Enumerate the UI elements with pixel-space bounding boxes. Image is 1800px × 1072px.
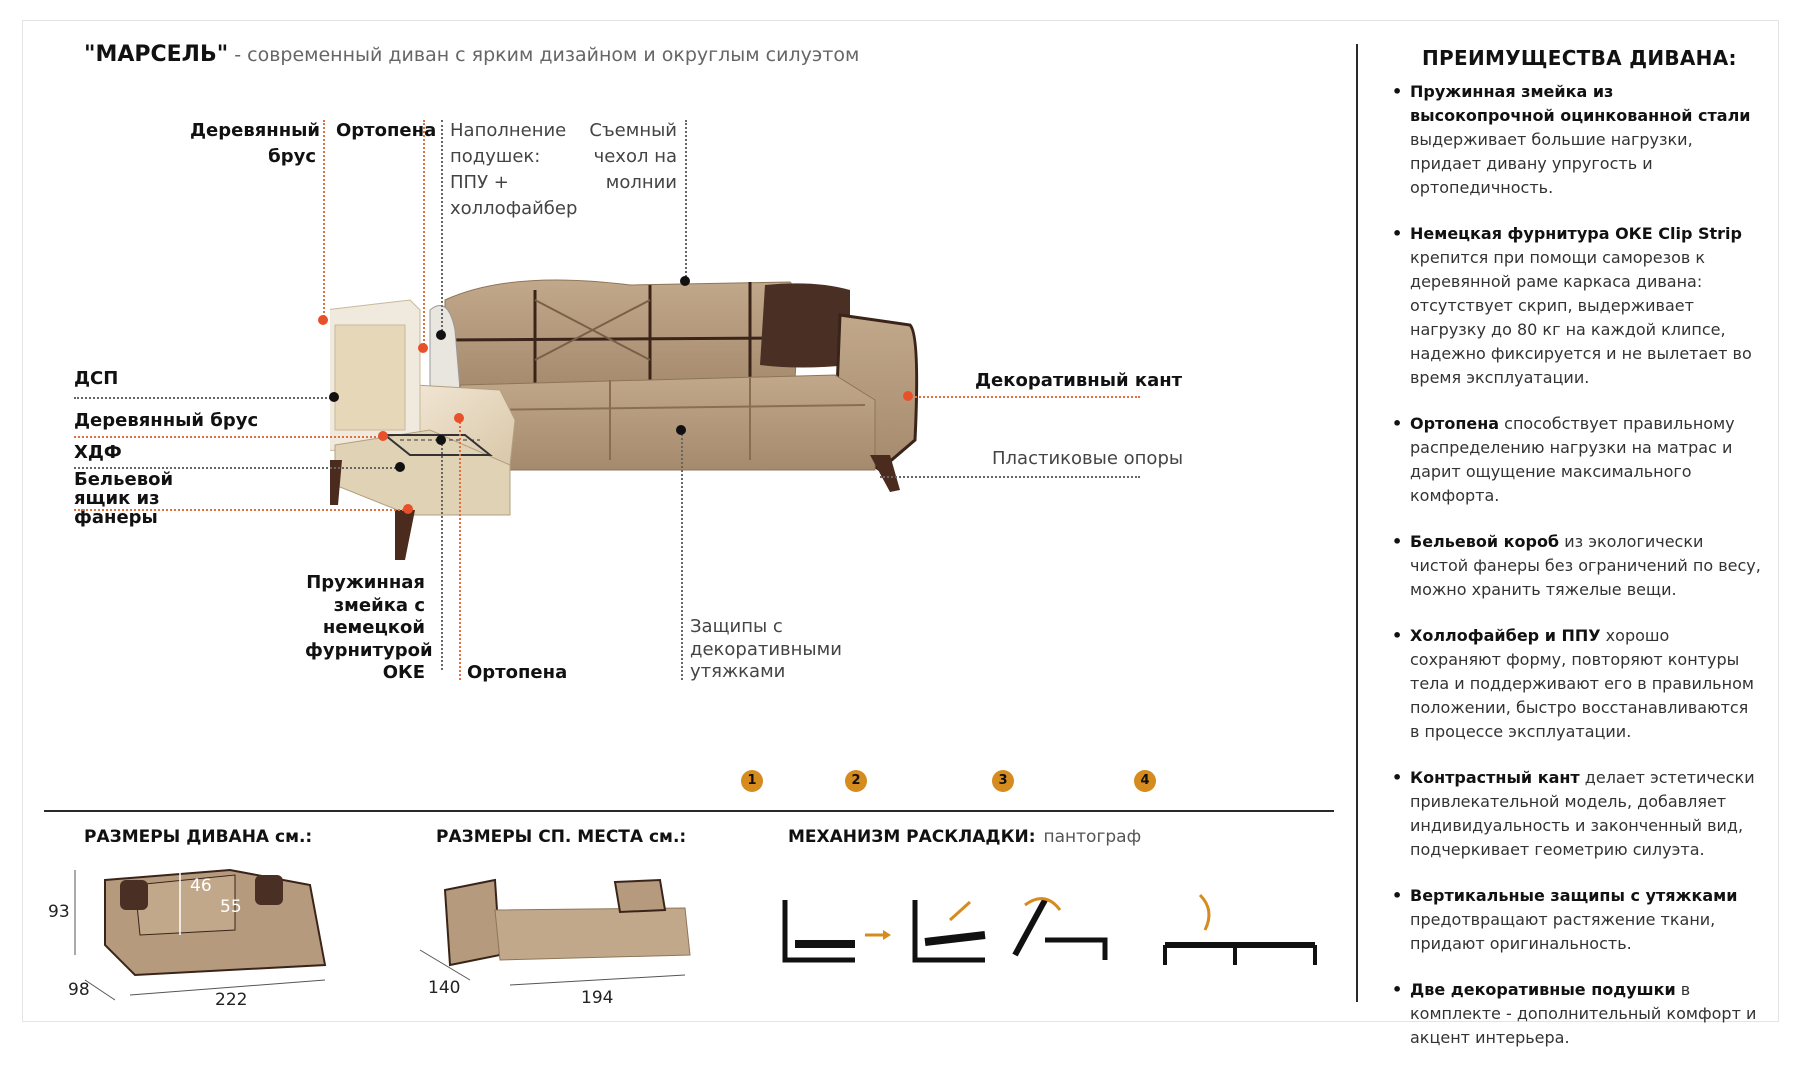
page-title: "МАРСЕЛЬ" - современный диван с ярким дизайном и округлым силуэтом bbox=[84, 42, 860, 67]
callout-spring-snake: Пружинная змейка с немецкой фурнитурой ОКЕ bbox=[305, 572, 433, 683]
callout-dsp: ДСП bbox=[74, 368, 119, 389]
marker-dot bbox=[903, 391, 913, 401]
marker-dot bbox=[436, 435, 446, 445]
seat-height-value: 46 bbox=[190, 876, 212, 896]
callout-hdf: ХДФ bbox=[74, 442, 122, 463]
advantage-item: • Немецкая фурнитура ОКЕ Clip Strip крепится при помощи саморезов к деревянной раме каркаса дивана: отсутствует скрип, выдерживает нагрузку до 80 кг на каждой клипсе, надежно фиксируется и не вылетает во время эксплуатации. bbox=[1392, 222, 1762, 390]
bed-length-value: 194 bbox=[581, 988, 614, 1008]
leader-line bbox=[74, 509, 408, 511]
callout-removable-cover: Съемный чехол на молнии bbox=[589, 120, 677, 193]
step-badge-4: 4 bbox=[1134, 770, 1156, 792]
step-3-diagram bbox=[1015, 899, 1105, 960]
step-2-diagram bbox=[915, 900, 985, 960]
horizontal-divider bbox=[44, 810, 1334, 812]
marker-dot bbox=[436, 330, 446, 340]
marker-dot bbox=[680, 276, 690, 286]
sofa-height-value: 93 bbox=[48, 902, 70, 922]
marker-dot bbox=[395, 462, 405, 472]
advantage-item: • Пружинная змейка из высокопрочной оцинкованной стали выдерживает большие нагрузки, придает дивану упругость и ортопедичность. bbox=[1392, 80, 1762, 200]
marker-dot bbox=[378, 431, 388, 441]
sofa-dimensions-title: РАЗМЕРЫ ДИВАНА см.: bbox=[84, 827, 313, 847]
step-badge-2: 2 bbox=[845, 770, 867, 792]
leader-line bbox=[908, 396, 1140, 398]
callout-wooden-beam-side: Деревянный брус bbox=[74, 410, 259, 431]
leader-line bbox=[74, 436, 384, 438]
leader-line bbox=[681, 430, 683, 680]
leader-line bbox=[323, 120, 325, 320]
marker-dot bbox=[318, 315, 328, 325]
seat-depth-value: 55 bbox=[220, 897, 242, 917]
advantages-title: ПРЕИМУЩЕСТВА ДИВАНА: bbox=[1422, 46, 1737, 70]
mechanism-steps-diagram bbox=[775, 880, 1335, 990]
marker-dot bbox=[329, 392, 339, 402]
sofa-width-value: 222 bbox=[215, 990, 248, 1010]
callout-wooden-beam-top: Деревянный брус bbox=[190, 120, 321, 167]
step-4-diagram bbox=[1165, 895, 1315, 965]
advantage-item: • Две декоративные подушки в комплекте - дополнительный комфорт и акцент интерьера. bbox=[1392, 978, 1762, 1050]
leader-line bbox=[423, 120, 425, 348]
bed-dimensions-title: РАЗМЕРЫ СП. МЕСТА см.: bbox=[436, 827, 687, 847]
callout-cushion-fill: Наполнение подушек: ППУ + холлофайбер bbox=[450, 120, 578, 219]
leader-line bbox=[685, 120, 687, 280]
bed-width-value: 140 bbox=[428, 978, 461, 998]
leader-line bbox=[459, 418, 461, 680]
mechanism-title: МЕХАНИЗМ РАСКЛАДКИ: пантограф bbox=[788, 827, 1142, 847]
advantage-item: • Бельевой короб из экологически чистой фанеры без ограничений по весу, можно хранить тяжелые вещи. bbox=[1392, 530, 1762, 602]
advantage-item: • Контрастный кант делает эстетически привлекательной модель, добавляет индивидуальность и законченный вид, подчеркивает геометрию силуэта. bbox=[1392, 766, 1762, 862]
marker-dot bbox=[454, 413, 464, 423]
leader-line bbox=[74, 397, 334, 399]
sofa-depth-value: 98 bbox=[68, 980, 90, 1000]
callout-ortopena-bottom: Ортопена bbox=[467, 662, 568, 683]
vertical-divider bbox=[1356, 44, 1358, 1002]
callout-plastic-feet: Пластиковые опоры bbox=[992, 448, 1184, 469]
callout-decorative-piping: Декоративный кант bbox=[975, 370, 1183, 391]
advantage-item: • Вертикальные защипы с утяжками предотвращают растяжение ткани, придают оригинальность. bbox=[1392, 884, 1762, 956]
step-badge-3: 3 bbox=[992, 770, 1014, 792]
advantage-item: • Холлофайбер и ППУ хорошо сохраняют форму, повторяют контуры тела и поддерживают его в правильном положении, быстро восстанавливаются в процессе эксплуатации. bbox=[1392, 624, 1762, 744]
callout-ortopena-top: Ортопена bbox=[336, 120, 437, 141]
leader-line bbox=[880, 476, 1140, 478]
advantage-item: • Ортопена способствует правильному распределению нагрузки на матрас и дарит ощущение максимального комфорта. bbox=[1392, 412, 1762, 508]
marker-dot bbox=[418, 343, 428, 353]
leader-line bbox=[441, 120, 443, 335]
marker-dot bbox=[676, 425, 686, 435]
step-1-diagram bbox=[785, 900, 891, 960]
step-badge-1: 1 bbox=[741, 770, 763, 792]
marker-dot bbox=[403, 504, 413, 514]
leader-line bbox=[441, 440, 443, 670]
mechanism-type: пантограф bbox=[1043, 827, 1142, 847]
advantages-list bbox=[1392, 80, 1762, 1072]
sofa-cutaway-illustration bbox=[330, 270, 1060, 630]
callout-pinches: Защипы с декоративными утяжками bbox=[690, 616, 842, 682]
callout-linen-box: Бельевой ящик из фанеры bbox=[74, 469, 174, 528]
